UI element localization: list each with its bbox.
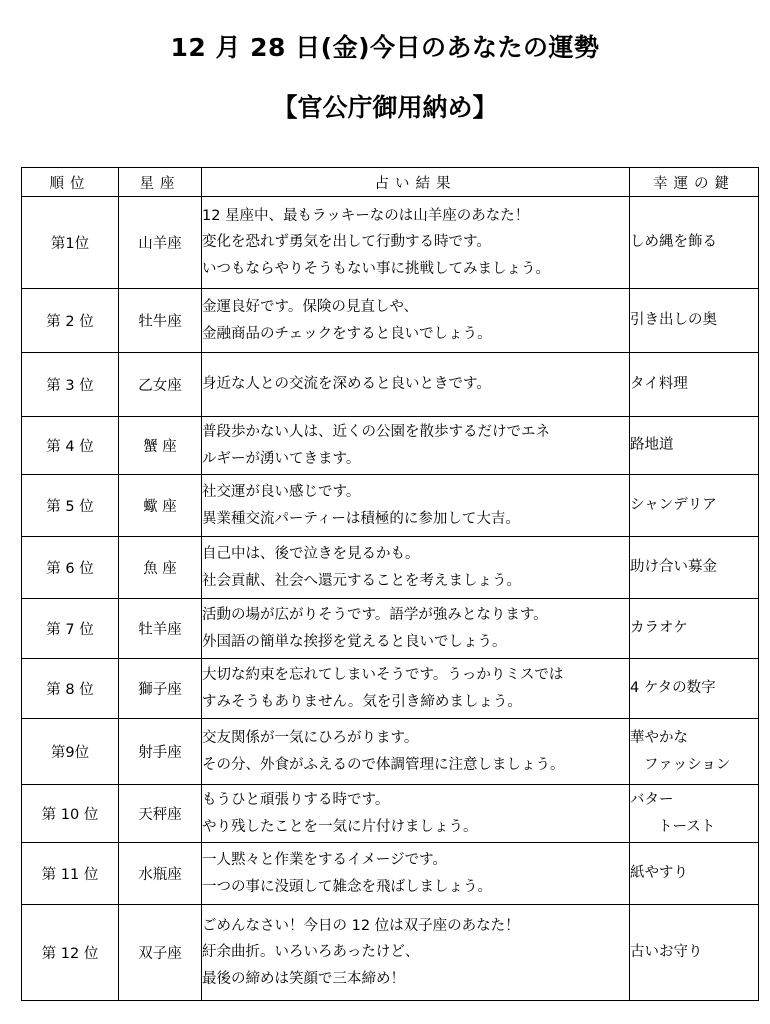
lucky-key-cell [630,197,759,289]
table-row [22,537,759,599]
lucky-key-cell [630,289,759,353]
rank-cell: 第1位 [22,197,119,289]
table-row [22,785,759,843]
result-line: 金運良好です。保険の見直しや、 [202,299,419,315]
result-cell [202,843,630,905]
result-line: いつもならやりそうもない事に挑戦してみましょう。 [202,260,550,277]
result-line: 紆余曲折。いろいろあったけど、 [202,944,420,961]
lucky-key-line: シャンデリア [630,497,717,514]
rank-cell: 第 4 位 [22,417,119,475]
lucky-key-line: 華やかな [630,730,688,746]
sign-cell: 射手座 [119,719,202,785]
lucky-key-line: 紙やすり [630,865,688,882]
lucky-key-line: 引き出しの奥 [630,312,717,329]
lucky-key-line: 路地道 [630,437,674,454]
table-row [22,197,759,289]
result-cell [202,905,630,1001]
result-line: 社会貢献、社会へ還元することを考えましょう。 [202,572,521,589]
page-title: 12 月 28 日(金)今日のあなたの運勢 [170,33,600,62]
lucky-key-line: 助け合い募金 [630,559,717,576]
lucky-key-line: ファッション [644,756,731,773]
result-line: もうひと頑張りする時です。 [202,792,390,808]
sign-cell: 魚 座 [119,537,202,599]
lucky-key-line: しめ縄を飾る [630,234,717,251]
header-rank: 順位 [22,168,119,197]
table-body [22,197,759,1001]
result-cell [202,719,630,785]
result-line: 社交運が良い感じです。 [202,484,361,500]
lucky-key-cell [630,659,759,719]
sign-cell: 獅子座 [119,659,202,719]
lucky-key-line: タイ料理 [630,376,688,393]
lucky-key-cell [630,537,759,599]
lucky-key-cell [630,719,759,785]
result-line: 最後の締めは笑顔で三本締め！ [202,970,405,987]
page-subtitle: 【官公庁御用納め】 [272,93,498,122]
rank-cell: 第 5 位 [22,475,119,537]
table-row [22,659,759,719]
header-lucky-key: 幸運の鍵 [630,168,759,197]
table-row [22,417,759,475]
sign-cell: 牡羊座 [119,599,202,659]
lucky-key-cell [630,843,759,905]
lucky-key-line: 4 ケタの数字 [630,680,716,697]
lucky-key-cell [630,785,759,843]
result-line: 活動の場が広がりそうです。語学が強みとなります。 [202,607,548,623]
result-line: 交友関係が一気にひろがります。 [202,730,419,746]
table-row [22,719,759,785]
fortune-table [21,167,759,1001]
table-row [22,353,759,417]
result-cell [202,289,630,353]
result-line: ごめんなさい！今日の 12 位は双子座のあなた！ [202,917,520,934]
rank-cell: 第9位 [22,719,119,785]
rank-cell: 第 6 位 [22,537,119,599]
result-line: 外国語の簡単な挨拶を覚えると良いでしょう。 [202,633,507,650]
result-line: 異業種交流パーティーは積極的に参加して大吉。 [202,510,520,527]
result-line: ルギーが湧いてきます。 [202,450,361,467]
table-row [22,475,759,537]
result-cell [202,475,630,537]
lucky-key-cell [630,475,759,537]
lucky-key-line: トースト [658,818,716,835]
result-cell [202,537,630,599]
lucky-key-cell [630,353,759,417]
rank-cell: 第 10 位 [22,785,119,843]
sign-cell: 水瓶座 [119,843,202,905]
result-cell [202,785,630,843]
result-line: やり残したことを一気に片付けましょう。 [202,818,478,835]
sign-cell: 乙女座 [119,353,202,417]
result-line: 身近な人との交流を深めると良いときです。 [202,376,491,393]
rank-cell: 第 3 位 [22,353,119,417]
result-line: すみそうもありません。気を引き締めましょう。 [202,693,522,710]
rank-cell: 第 11 位 [22,843,119,905]
lucky-key-line: バター [630,792,674,808]
result-line: 自己中は、後で泣きを見るかも。 [202,546,420,562]
table-row [22,289,759,353]
table-header-row [22,168,759,197]
lucky-key-line: 古いお守り [630,944,703,961]
result-line: 金融商品のチェックをすると良いでしょう。 [202,325,492,342]
result-cell [202,353,630,417]
table-row [22,905,759,1001]
sign-cell: 蠍 座 [119,475,202,537]
result-cell [202,417,630,475]
sign-cell: 双子座 [119,905,202,1001]
rank-cell: 第 8 位 [22,659,119,719]
header-result: 占い結果 [202,168,630,197]
result-cell [202,659,630,719]
result-line: 大切な約束を忘れてしまいそうです。うっかりミスでは [202,667,564,683]
result-cell [202,197,630,289]
sign-cell: 天秤座 [119,785,202,843]
lucky-key-cell [630,417,759,475]
sign-cell: 山羊座 [119,197,202,289]
header-sign: 星座 [119,168,202,197]
sign-cell: 蟹 座 [119,417,202,475]
rank-cell: 第 12 位 [22,905,119,1001]
lucky-key-cell [630,905,759,1001]
result-line: その分、外食がふえるので体調管理に注意しましょう。 [202,756,565,773]
result-line: 一つの事に没頭して雑念を飛ばしましょう。 [202,878,492,895]
result-line: 12 星座中、最もラッキーなのは山羊座のあなた！ [202,207,530,224]
result-line: 変化を恐れず勇気を出して行動する時です。 [202,234,491,251]
result-line: 一人黙々と作業をするイメージです。 [202,852,447,868]
sign-cell: 牡牛座 [119,289,202,353]
table-row [22,843,759,905]
rank-cell: 第 2 位 [22,289,119,353]
result-line: 普段歩かない人は、近くの公園を散歩するだけでエネ [202,424,550,440]
table-row [22,599,759,659]
rank-cell: 第 7 位 [22,599,119,659]
lucky-key-cell [630,599,759,659]
lucky-key-line: カラオケ [630,620,688,637]
result-cell [202,599,630,659]
